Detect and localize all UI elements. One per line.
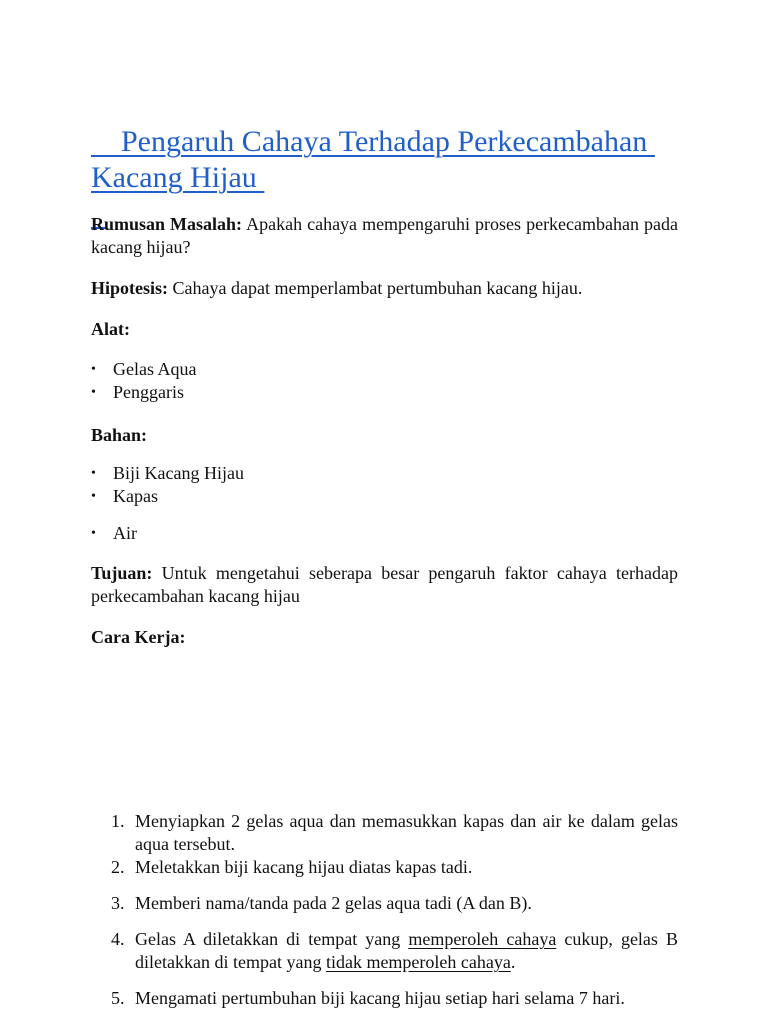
step-number: 5. bbox=[111, 988, 125, 1008]
material-item: Biji Kacang Hijau bbox=[113, 463, 244, 483]
procedure-step bbox=[91, 987, 678, 1010]
bullet-icon: • bbox=[91, 385, 96, 400]
bullet-icon: • bbox=[91, 489, 96, 504]
hypothesis bbox=[91, 277, 678, 300]
step-text: Memberi nama/tanda pada 2 gelas aqua tadi (A dan B). bbox=[135, 893, 532, 913]
purpose-statement bbox=[91, 562, 678, 608]
list-item bbox=[91, 522, 137, 545]
step-number: 1. bbox=[111, 811, 125, 831]
problem-statement bbox=[91, 213, 678, 259]
problem-label: Rumusan Masalah: bbox=[91, 214, 243, 234]
step-text-part: . bbox=[510, 952, 516, 972]
tool-item: Penggaris bbox=[113, 382, 184, 402]
procedure-heading bbox=[91, 626, 185, 649]
procedure-step bbox=[91, 928, 678, 974]
material-item: Kapas bbox=[113, 486, 158, 506]
step-number: 3. bbox=[111, 893, 125, 913]
step-text-part: cukup, gelas B diletakkan di tempat yang bbox=[135, 929, 678, 972]
underlined-phrase: memperoleh cahaya bbox=[408, 929, 557, 949]
tools-list bbox=[91, 358, 196, 404]
step-text bbox=[135, 928, 678, 974]
purpose-label: Tujuan: bbox=[91, 563, 153, 583]
procedure-step bbox=[91, 892, 678, 915]
problem-text: Apakah cahaya mempengaruhi proses perkecambahan pada kacang hijau? bbox=[91, 214, 679, 257]
materials-list bbox=[91, 462, 244, 508]
title-link[interactable]: Pengaruh Cahaya Terhadap Perkecambahan Kacang Hijau bbox=[91, 125, 655, 194]
materials-heading-label: Bahan: bbox=[91, 425, 148, 445]
purpose-text: Untuk mengetahui seberapa besar pengaruh faktor cahaya terhadap perkecambahan kacang hijau bbox=[91, 563, 678, 606]
material-item: Air bbox=[113, 523, 137, 543]
step-number: 4. bbox=[111, 929, 125, 949]
bullet-icon: • bbox=[91, 362, 96, 377]
tool-item: Gelas Aqua bbox=[113, 359, 197, 379]
procedure-step bbox=[91, 856, 678, 879]
step-text-part: Gelas A diletakkan di tempat yang bbox=[135, 929, 409, 949]
procedure-step bbox=[91, 810, 678, 856]
tools-heading-label: Alat: bbox=[91, 319, 130, 339]
list-item bbox=[91, 358, 196, 381]
list-item bbox=[91, 485, 244, 508]
procedure-heading-label: Cara Kerja: bbox=[91, 627, 186, 647]
underlined-phrase: tidak memperoleh cahaya bbox=[325, 952, 511, 972]
hypothesis-label: Hipotesis: bbox=[91, 278, 169, 298]
document-page bbox=[91, 88, 679, 1008]
materials-list-continued bbox=[91, 522, 137, 545]
list-item bbox=[91, 462, 244, 485]
bullet-icon: • bbox=[91, 466, 96, 481]
step-number: 2. bbox=[111, 857, 125, 877]
materials-heading bbox=[91, 424, 147, 447]
hypothesis-text: Cahaya dapat memperlambat pertumbuhan kacang hijau. bbox=[168, 278, 583, 298]
tools-heading bbox=[91, 318, 130, 341]
document-title[interactable] bbox=[91, 88, 678, 232]
bullet-icon: • bbox=[91, 526, 96, 541]
list-item bbox=[91, 381, 196, 404]
step-text: Mengamati pertumbuhan biji kacang hijau setiap hari selama 7 hari. bbox=[135, 988, 625, 1008]
step-text: Meletakkan biji kacang hijau diatas kapas tadi. bbox=[135, 857, 473, 877]
step-text: Menyiapkan 2 gelas aqua dan memasukkan kapas dan air ke dalam gelas aqua tersebut. bbox=[135, 811, 678, 854]
